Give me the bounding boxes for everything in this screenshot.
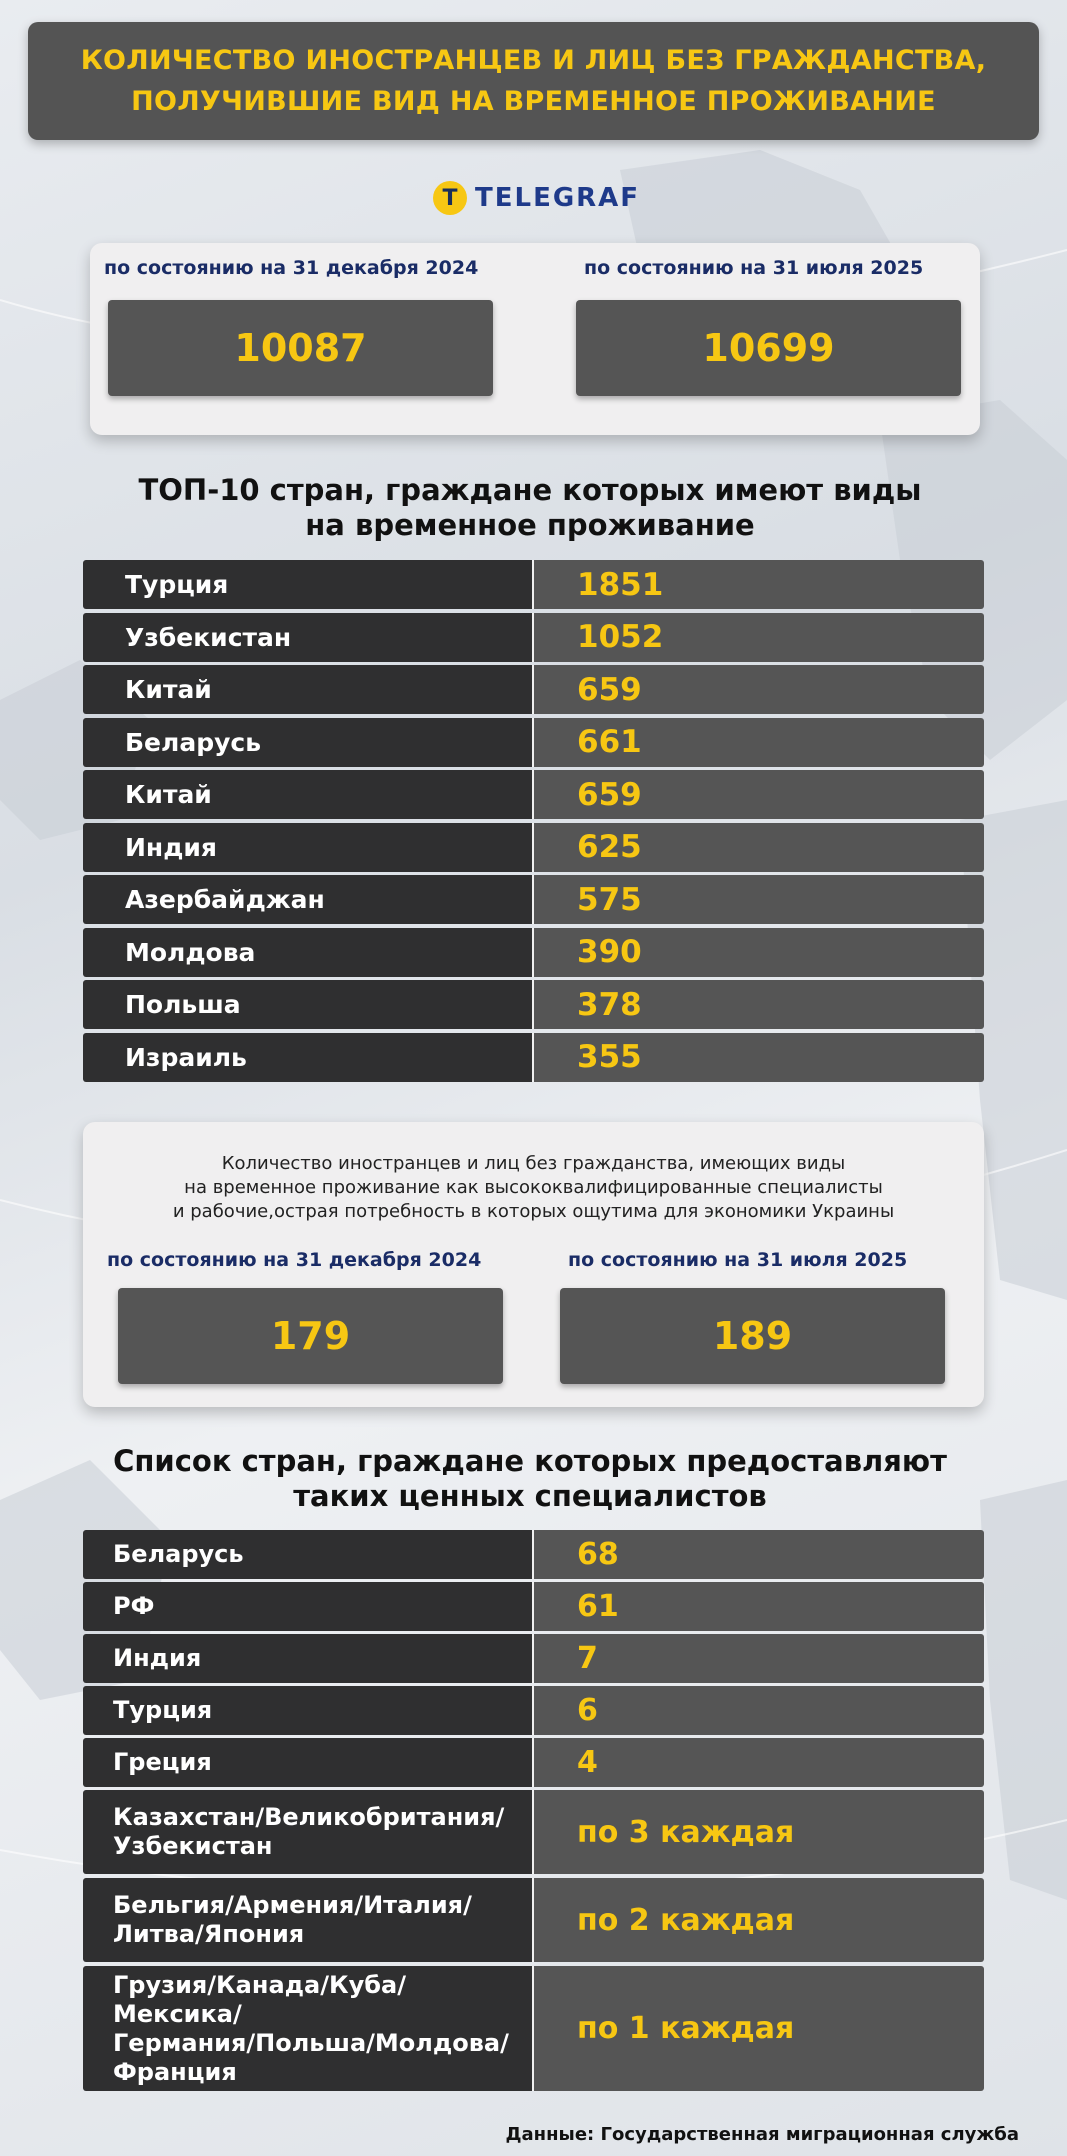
value-specialists-jul-2025: 189 <box>560 1288 945 1384</box>
table-row <box>83 1686 984 1735</box>
table-row <box>83 1878 984 1962</box>
country-cell: Бельгия/Армения/Италия/ Литва/Япония <box>83 1878 532 1962</box>
value-cell: 378 <box>534 980 984 1029</box>
top10-table <box>83 560 984 1084</box>
country-cell: Грузия/Канада/Куба/Мексика/ Германия/Польша/Молдова/ Франция <box>83 1966 532 2091</box>
telegraf-logo <box>433 180 640 216</box>
header-banner <box>28 22 1039 140</box>
table-row <box>83 875 984 924</box>
value-cell: 625 <box>534 823 984 872</box>
value-cell: 6 <box>534 1686 984 1735</box>
value-specialists-dec-2024: 179 <box>118 1288 503 1384</box>
date-label-dec-2024: по состоянию на 31 декабря 2024 <box>104 257 479 279</box>
table-row <box>83 613 984 662</box>
specialists-table <box>83 1530 984 2091</box>
value-cell: 659 <box>534 770 984 819</box>
country-cell: Казахстан/Великобритания/ Узбекистан <box>83 1790 532 1874</box>
country-cell: Индия <box>83 823 532 872</box>
country-cell: Польша <box>83 980 532 1029</box>
date-label-jul-2025: по состоянию на 31 июля 2025 <box>584 257 924 279</box>
country-cell: Молдова <box>83 928 532 977</box>
table-row <box>83 1738 984 1787</box>
table-row <box>83 980 984 1029</box>
summary-card-specialists <box>83 1122 984 1407</box>
value-cell: по 3 каждая <box>534 1790 984 1874</box>
table-row <box>83 928 984 977</box>
country-cell: Греция <box>83 1738 532 1787</box>
value-cell: 1052 <box>534 613 984 662</box>
value-cell: 659 <box>534 665 984 714</box>
value-total-jul-2025: 10699 <box>576 300 961 396</box>
table-row <box>83 665 984 714</box>
table-row <box>83 1634 984 1683</box>
value-cell: 68 <box>534 1530 984 1579</box>
value-cell: 390 <box>534 928 984 977</box>
specialists-description: Количество иностранцев и лиц без гражданства, имеющих виды на временное проживание как высококвалифицированные специалисты и рабочие,острая потребность в которых ощутима для экономики Украины <box>172 1153 895 1222</box>
table-row <box>83 718 984 767</box>
table-row <box>83 1582 984 1631</box>
country-cell: Китай <box>83 770 532 819</box>
country-cell: РФ <box>83 1582 532 1631</box>
table-row <box>83 770 984 819</box>
specialists-title: Список стран, граждане которых предоставляют таких ценных специалистов <box>113 1444 947 1513</box>
telegraf-logo-text: TELEGRAF <box>475 183 641 213</box>
value-cell: по 1 каждая <box>534 1966 984 2091</box>
telegraf-logo-icon: T <box>433 181 467 215</box>
value-cell: 661 <box>534 718 984 767</box>
value-cell: 1851 <box>534 560 984 609</box>
country-cell: Узбекистан <box>83 613 532 662</box>
value-cell: 7 <box>534 1634 984 1683</box>
country-cell: Беларусь <box>83 718 532 767</box>
table-row <box>83 1790 984 1874</box>
table-row <box>83 1033 984 1082</box>
value-cell: по 2 каждая <box>534 1878 984 1962</box>
page-title: КОЛИЧЕСТВО ИНОСТРАНЦЕВ И ЛИЦ БЕЗ ГРАЖДАНСТВА, ПОЛУЧИВШИЕ ВИД НА ВРЕМЕННОЕ ПРОЖИВАНИЕ <box>80 45 987 117</box>
country-cell: Беларусь <box>83 1530 532 1579</box>
table-row <box>83 560 984 609</box>
country-cell: Израиль <box>83 1033 532 1082</box>
top10-title: ТОП-10 стран, граждане которых имеют виды на временное проживание <box>138 473 922 542</box>
table-row <box>83 1530 984 1579</box>
country-cell: Турция <box>83 1686 532 1735</box>
summary-card-total <box>90 243 980 435</box>
date-label-jul-2025-specialists: по состоянию на 31 июля 2025 <box>568 1249 908 1271</box>
table-row <box>83 1966 984 2091</box>
country-cell: Китай <box>83 665 532 714</box>
value-cell: 4 <box>534 1738 984 1787</box>
value-cell: 355 <box>534 1033 984 1082</box>
table-row <box>83 823 984 872</box>
value-cell: 61 <box>534 1582 984 1631</box>
date-label-dec-2024-specialists: по состоянию на 31 декабря 2024 <box>107 1249 482 1271</box>
country-cell: Азербайджан <box>83 875 532 924</box>
value-cell: 575 <box>534 875 984 924</box>
country-cell: Индия <box>83 1634 532 1683</box>
data-source: Данные: Государственная миграционная служба <box>505 2124 1019 2145</box>
country-cell: Турция <box>83 560 532 609</box>
value-total-dec-2024: 10087 <box>108 300 493 396</box>
